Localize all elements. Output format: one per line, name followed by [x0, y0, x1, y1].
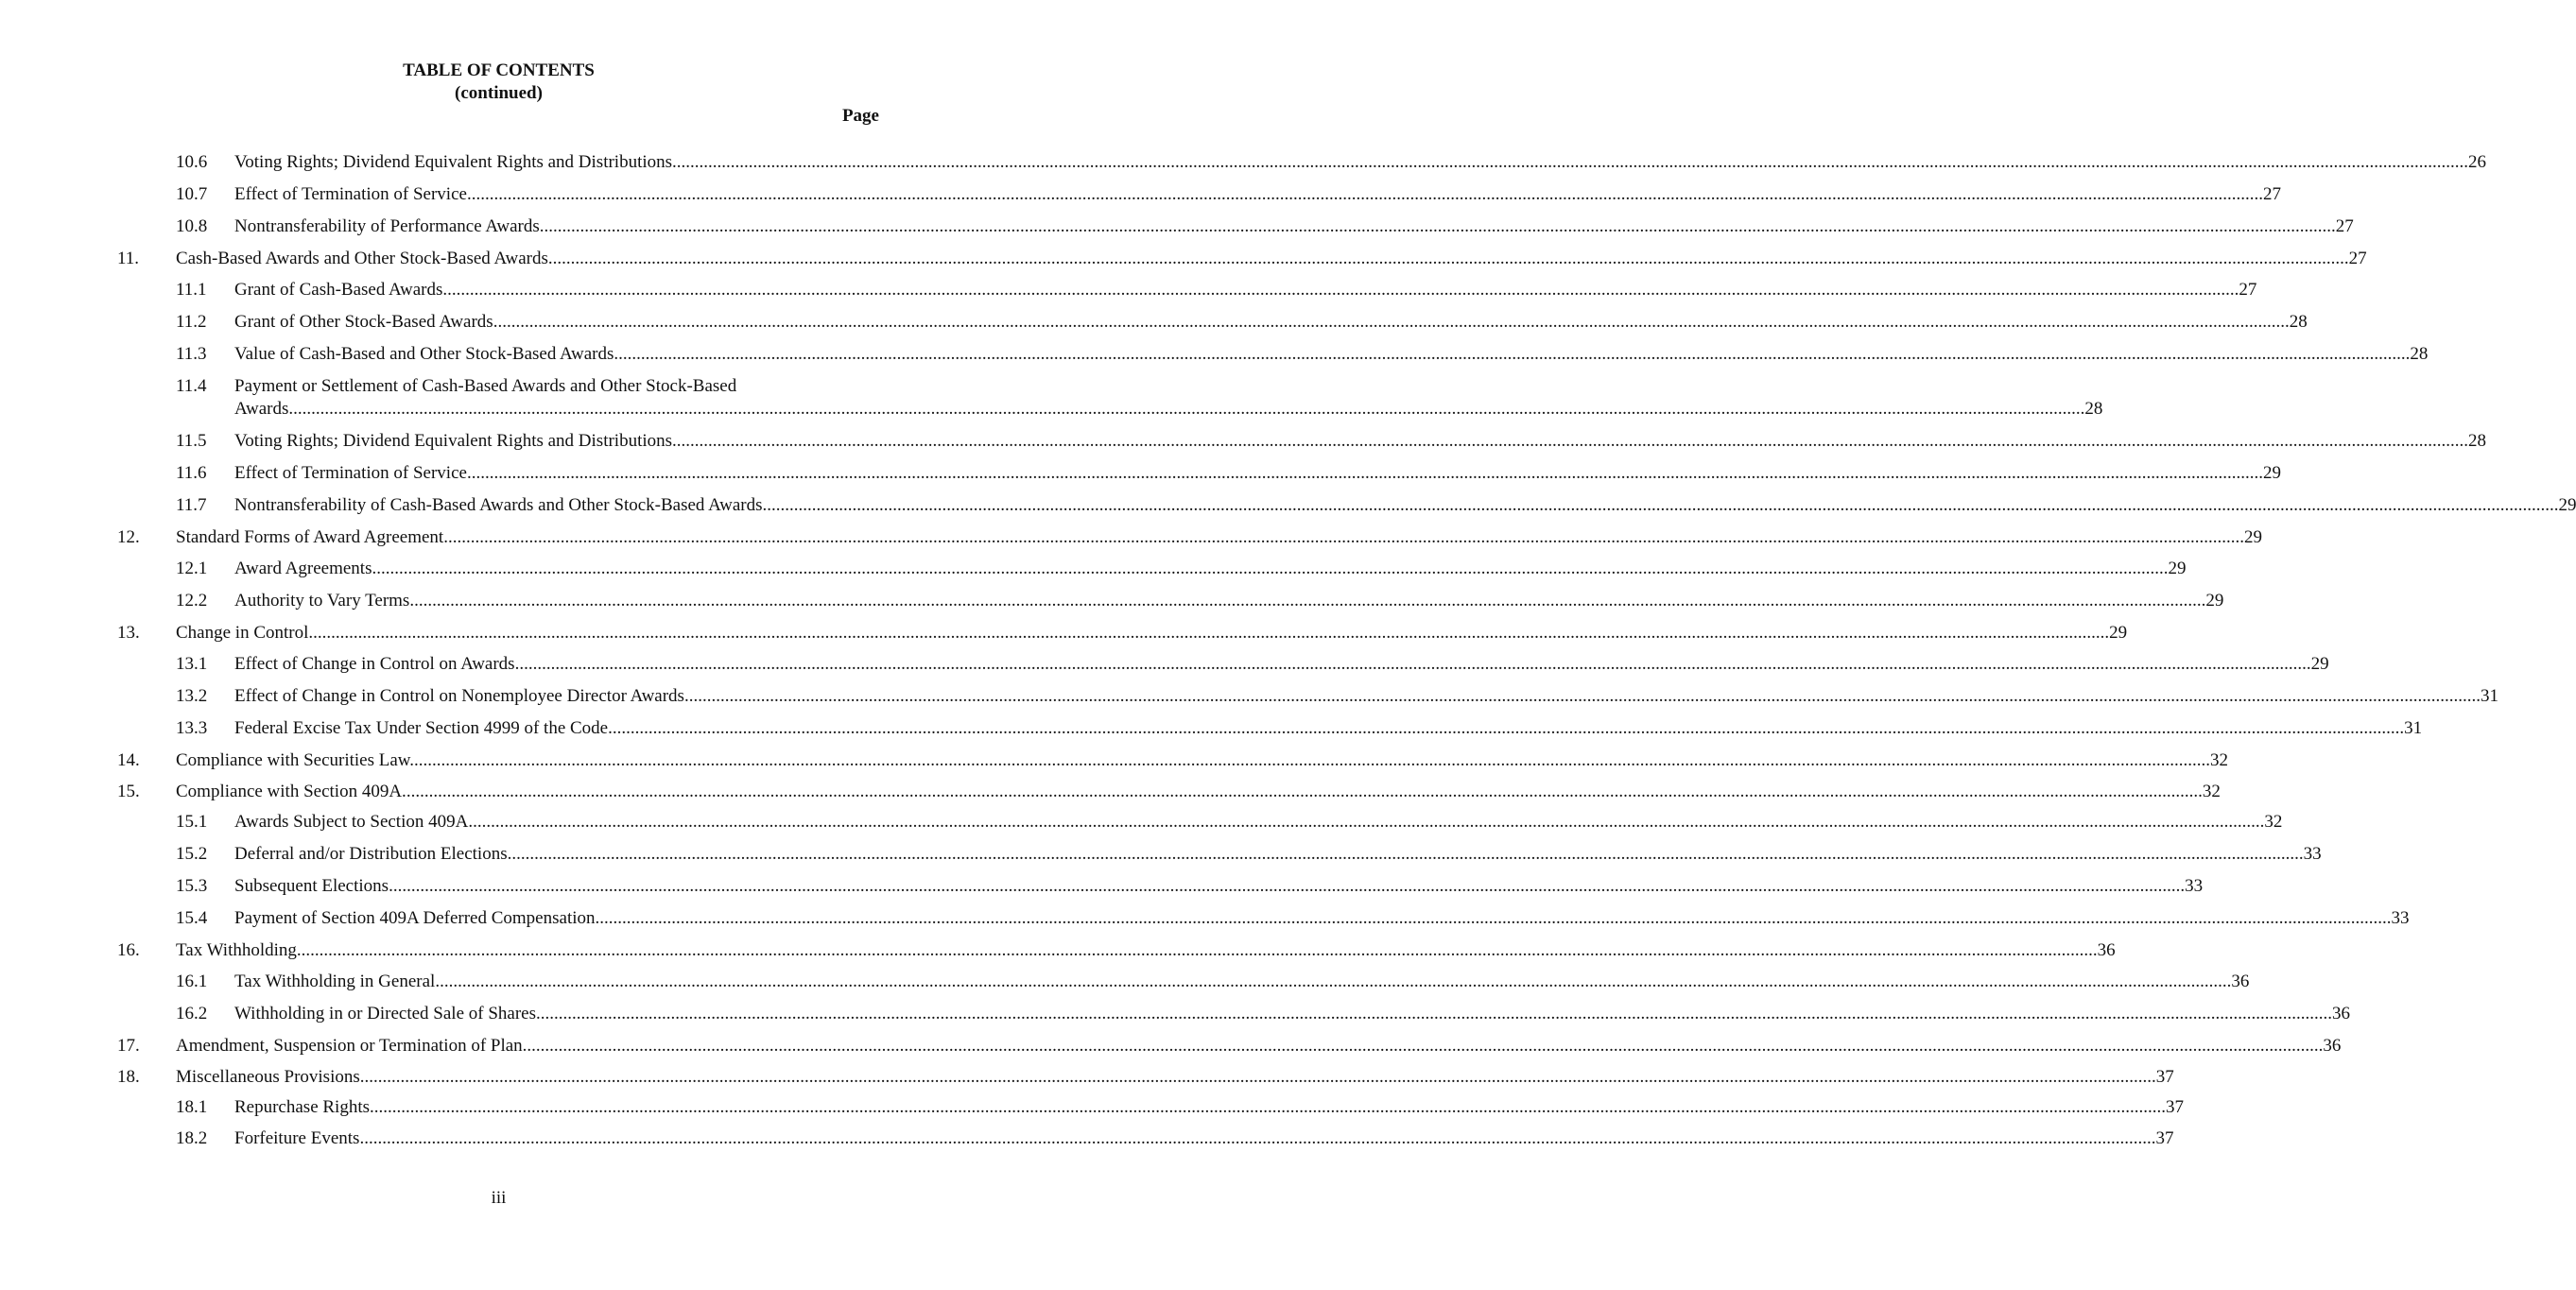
toc-entry-number: 15.1: [176, 812, 208, 832]
toc-entry-page: 28: [2468, 431, 2487, 451]
toc-entry-page: 29: [2243, 527, 2262, 547]
toc-entry-line: [234, 1096, 2185, 1119]
dot-leader: ................................................................................................................................................................................................................................................................................................................................................................................................................: [370, 1097, 2167, 1117]
toc-entry-title: Effect of Change in Control on Awards: [234, 654, 515, 674]
toc-entry-line: [234, 279, 2257, 301]
toc-entry-title: Federal Excise Tax Under Section 4999 of the Code: [234, 718, 609, 738]
toc-entry-line: [234, 430, 2487, 453]
toc-subtitle: (continued): [455, 83, 543, 103]
toc-entry-number: 18.1: [176, 1097, 208, 1117]
toc-entry-line: [234, 1127, 2174, 1150]
dot-leader: ................................................................................................................................................................................................................................................................................................................................................................................................................: [442, 280, 2239, 300]
toc-entry-page: 31: [2404, 718, 2423, 738]
toc-entry-title: Cash-Based Awards and Other Stock-Based Awards.: [176, 249, 553, 268]
toc-entry-page: 32: [2210, 750, 2229, 770]
toc-entry-line: [234, 398, 2103, 421]
dot-leader: ................................................................................................................................................................................................................................................................................................................................................................................................................: [313, 623, 2110, 643]
toc-entry-page: 27: [2335, 216, 2354, 236]
toc-entry-line: [176, 749, 2229, 772]
toc-entry-number: 13.2: [176, 686, 208, 706]
toc-entry-line: [234, 875, 2204, 898]
toc-entry-title: Compliance with Section 409A.: [176, 782, 406, 801]
toc-entry-page: 36: [2231, 972, 2250, 991]
toc-entry-number: 12.2: [176, 591, 208, 611]
toc-entry-line: [176, 1066, 2174, 1089]
toc-entry-page: 29: [2262, 463, 2281, 483]
toc-entry-line: [234, 907, 2410, 930]
toc-entry-number: 16.1: [176, 972, 208, 991]
toc-entry-line: [176, 939, 2116, 962]
dot-leader: ................................................................................................................................................................................................................................................................................................................................................................................................................: [447, 527, 2244, 547]
dot-leader: ................................................................................................................................................................................................................................................................................................................................................................................................................: [514, 654, 2311, 674]
toc-entry-line: [234, 311, 2308, 334]
toc-entry-line: [234, 843, 2322, 866]
dot-leader: ................................................................................................................................................................................................................................................................................................................................................................................................................: [359, 1067, 2156, 1087]
toc-entry-title: Grant of Cash-Based Awards: [234, 280, 443, 300]
toc-entry-title: Deferral and/or Distribution Elections: [234, 844, 508, 864]
dot-leader: ................................................................................................................................................................................................................................................................................................................................................................................................................: [552, 249, 2349, 268]
toc-entry-title: Payment of Section 409A Deferred Compensation: [234, 908, 596, 928]
toc-entry-page: 33: [2185, 876, 2204, 896]
toc-entry-number: 11.3: [176, 344, 207, 364]
toc-entry-page: 37: [2155, 1067, 2174, 1087]
toc-entry-page: 36: [2332, 1004, 2350, 1023]
toc-entry-title: Awards Subject to Section 409A: [234, 812, 469, 832]
toc-entry-line: [234, 685, 2498, 708]
dot-leader: ................................................................................................................................................................................................................................................................................................................................................................................................................: [672, 152, 2469, 172]
toc-entry-title: Voting Rights; Dividend Equivalent Rights and Distributions: [234, 152, 673, 172]
dot-leader: ................................................................................................................................................................................................................................................................................................................................................................................................................: [359, 1128, 2156, 1148]
toc-entry-title: Effect of Change in Control on Nonemployee Director Awards: [234, 686, 684, 706]
toc-entry-page: 28: [2084, 399, 2103, 419]
toc-entry-title: Compliance with Securities Law.: [176, 750, 415, 770]
page-number: iii: [491, 1188, 507, 1208]
toc-entry-line: [234, 494, 2576, 517]
toc-entry-number: 18.: [117, 1067, 140, 1087]
page-column-header: Page: [841, 106, 879, 126]
toc-entry-number: 17.: [117, 1036, 140, 1056]
dot-leader: ................................................................................................................................................................................................................................................................................................................................................................................................................: [683, 686, 2481, 706]
dot-leader: ................................................................................................................................................................................................................................................................................................................................................................................................................: [372, 559, 2169, 578]
dot-leader: ................................................................................................................................................................................................................................................................................................................................................................................................................: [414, 750, 2211, 770]
toc-entry-title: Tax Withholding in General: [234, 972, 436, 991]
toc-entry-line: [234, 971, 2250, 993]
toc-entry-page: 31: [2480, 686, 2498, 706]
toc-entry-number: 11.1: [176, 280, 207, 300]
toc-entry-number: 15.3: [176, 876, 208, 896]
toc-entry-page: 37: [2166, 1097, 2185, 1117]
dot-leader: ................................................................................................................................................................................................................................................................................................................................................................................................................: [466, 463, 2263, 483]
toc-entry-number: 11.6: [176, 463, 207, 483]
toc-entry-number: 11.7: [176, 495, 207, 515]
toc-entry-line: [234, 653, 2329, 676]
dot-leader: ................................................................................................................................................................................................................................................................................................................................................................................................................: [539, 216, 2336, 236]
toc-entry-title: Effect of Termination of Service: [234, 184, 467, 204]
toc-entry-number: 13.1: [176, 654, 208, 674]
toc-entry-number: 16.2: [176, 1004, 208, 1023]
toc-entry-line: [176, 1035, 2342, 1058]
toc-entry-page: 33: [2303, 844, 2322, 864]
toc-entry-number: 11.4: [176, 376, 207, 396]
toc-entry-line: [234, 558, 2187, 580]
toc-entry-number: 16.: [117, 940, 140, 960]
dot-leader: ................................................................................................................................................................................................................................................................................................................................................................................................................: [672, 431, 2469, 451]
toc-entry-title: Miscellaneous Provisions: [176, 1067, 360, 1087]
toc-entry-title-first-line: Payment or Settlement of Cash-Based Awards and Other Stock-Based: [234, 376, 737, 396]
toc-entry-title: Subsequent Elections: [234, 876, 389, 896]
dot-leader: ................................................................................................................................................................................................................................................................................................................................................................................................................: [536, 1004, 2332, 1023]
toc-entry-page: 29: [2168, 559, 2187, 578]
toc-entry-title: Award Agreements: [234, 559, 372, 578]
toc-entry-page: 28: [2410, 344, 2429, 364]
toc-entry-line: [234, 717, 2423, 740]
dot-leader: ................................................................................................................................................................................................................................................................................................................................................................................................................: [466, 184, 2263, 204]
toc-entry-page: 29: [2310, 654, 2329, 674]
dot-leader: ................................................................................................................................................................................................................................................................................................................................................................................................................: [762, 495, 2559, 515]
toc-entry-number: 15.: [117, 782, 140, 801]
toc-entry-number: 10.8: [176, 216, 208, 236]
toc-entry-number: 15.2: [176, 844, 208, 864]
toc-entry-page: 33: [2391, 908, 2410, 928]
toc-entry-page: 32: [2264, 812, 2283, 832]
toc-entry-line: [234, 590, 2224, 612]
toc-entry-title: Amendment, Suspension or Termination of Plan.: [176, 1036, 527, 1056]
dot-leader: ................................................................................................................................................................................................................................................................................................................................................................................................................: [468, 812, 2265, 832]
toc-entry-line: [176, 248, 2367, 270]
dot-leader: ................................................................................................................................................................................................................................................................................................................................................................................................................: [406, 782, 2203, 801]
toc-entry-number: 11.2: [176, 312, 207, 332]
toc-entry-title: Value of Cash-Based and Other Stock-Based Awards: [234, 344, 614, 364]
toc-entry-number: 14.: [117, 750, 140, 770]
toc-entry-title: Forfeiture Events: [234, 1128, 360, 1148]
toc-entry-line: [234, 811, 2283, 834]
toc-entry-title: Withholding in or Directed Sale of Shares: [234, 1004, 536, 1023]
toc-title: TABLE OF CONTENTS: [403, 60, 595, 80]
toc-entry-number: 18.2: [176, 1128, 208, 1148]
toc-entry-title: Effect of Termination of Service: [234, 463, 467, 483]
toc-entry-page: 29: [2205, 591, 2224, 611]
toc-entry-line: [234, 1003, 2350, 1025]
dot-leader: ................................................................................................................................................................................................................................................................................................................................................................................................................: [527, 1036, 2324, 1056]
toc-entry-title: Voting Rights; Dividend Equivalent Rights and Distributions: [234, 431, 673, 451]
toc-entry-page: 27: [2262, 184, 2281, 204]
dot-leader: ................................................................................................................................................................................................................................................................................................................................................................................................................: [493, 312, 2290, 332]
toc-entry-title: Awards: [234, 399, 289, 419]
toc-entry-line: [176, 622, 2128, 645]
toc-entry-title: Nontransferability of Cash-Based Awards and Other Stock-Based Awards: [234, 495, 763, 515]
dot-leader: ................................................................................................................................................................................................................................................................................................................................................................................................................: [288, 399, 2085, 419]
toc-entry-number: 13.3: [176, 718, 208, 738]
toc-entry-page: 37: [2155, 1128, 2174, 1148]
dot-leader: ................................................................................................................................................................................................................................................................................................................................................................................................................: [507, 844, 2304, 864]
toc-entry-number: 11.: [117, 249, 140, 268]
toc-entry-page: 27: [2348, 249, 2367, 268]
toc-entry-line: [234, 183, 2281, 206]
toc-entry-page: 36: [2097, 940, 2116, 960]
toc-entry-title: Nontransferability of Performance Awards: [234, 216, 540, 236]
toc-entry-number: 13.: [117, 623, 140, 643]
toc-entry-page: 32: [2202, 782, 2221, 801]
toc-entry-line: [234, 343, 2429, 366]
dot-leader: ................................................................................................................................................................................................................................................................................................................................................................................................................: [389, 876, 2186, 896]
toc-entry-number: 11.5: [176, 431, 207, 451]
toc-entry-page: 27: [2239, 280, 2257, 300]
toc-entry-number: 10.6: [176, 152, 208, 172]
toc-entry-title: Repurchase Rights: [234, 1097, 371, 1117]
dot-leader: ................................................................................................................................................................................................................................................................................................................................................................................................................: [614, 344, 2411, 364]
toc-entry-page: 26: [2468, 152, 2487, 172]
toc-entry-line: [234, 151, 2487, 174]
toc-entry-line: [176, 526, 2262, 549]
toc-entry-number: 12.1: [176, 559, 208, 578]
toc-entry-page: 29: [2109, 623, 2128, 643]
toc-entry-title: Tax Withholding.: [176, 940, 302, 960]
toc-entry-number: 12.: [117, 527, 140, 547]
toc-entry-title: Authority to Vary Terms: [234, 591, 410, 611]
toc-entry-title: Standard Forms of Award Agreement.: [176, 527, 448, 547]
dot-leader: ................................................................................................................................................................................................................................................................................................................................................................................................................: [409, 591, 2206, 611]
toc-entry-title: Grant of Other Stock-Based Awards: [234, 312, 493, 332]
dot-leader: ................................................................................................................................................................................................................................................................................................................................................................................................................: [435, 972, 2232, 991]
toc-entry-page: 36: [2323, 1036, 2342, 1056]
dot-leader: ................................................................................................................................................................................................................................................................................................................................................................................................................: [608, 718, 2405, 738]
dot-leader: ................................................................................................................................................................................................................................................................................................................................................................................................................: [301, 940, 2098, 960]
toc-entry-title: Change in Control.: [176, 623, 314, 643]
toc-entry-page: 29: [2558, 495, 2576, 515]
dot-leader: ................................................................................................................................................................................................................................................................................................................................................................................................................: [595, 908, 2392, 928]
toc-entry-line: [234, 462, 2281, 485]
toc-entry-number: 15.4: [176, 908, 208, 928]
toc-entry-page: 28: [2289, 312, 2308, 332]
toc-entry-line: [176, 781, 2221, 803]
toc-entry-line: [234, 215, 2354, 238]
toc-entry-number: 10.7: [176, 184, 208, 204]
